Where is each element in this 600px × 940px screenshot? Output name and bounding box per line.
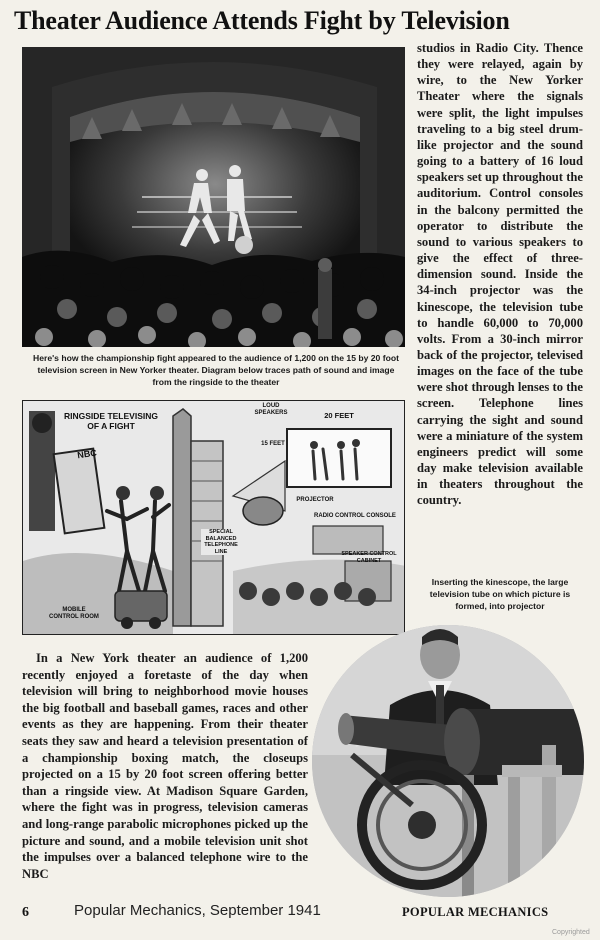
- speaker-control-cabinet-label: SPEAKER CONTROL CABINET: [341, 551, 397, 564]
- twenty-feet-label: 20 FEET: [324, 411, 354, 420]
- page-headline: Theater Audience Attends Fight by Television: [14, 6, 510, 35]
- kinescope-caption: Inserting the kinescope, the large television tube on which picture is formed, into projector: [429, 577, 571, 611]
- ringside-televising-diagram: [22, 400, 405, 635]
- mobile-control-room-label: MOBILE CONTROL ROOM: [49, 607, 99, 620]
- theater-audience-photo: [22, 47, 405, 347]
- radio-control-console-label: RADIO CONTROL CONSOLE: [314, 513, 396, 519]
- theater-photo-illustration: [22, 47, 405, 347]
- projector-label: PROJECTOR: [296, 497, 334, 503]
- article-body-text: In a New York theater an audience of 1,200 recently enjoyed a foretaste of the day when television will bring to neighborhood movie houses the big football and baseball games, races and other events as they are happening. From their theater seats they saw and heard a television presentation of a championship boxing match, the closeups projected on a 15 by 20 foot screen offering better than a ringside view. At Madison Square Garden, where the fight was in progress, television cameras and long-range parabolic microphones picked up the picture and sound, and a mobile television unit shot the impulses over a balanced telephone wire to the NBC: [22, 651, 308, 881]
- telephone-line-label: SPECIAL BALANCED TELEPHONE LINE: [201, 529, 241, 555]
- loud-speakers-label: LOUD SPEAKERS: [254, 403, 288, 416]
- page-number: 6: [22, 905, 29, 920]
- copyright-watermark: Copyrighted: [552, 929, 590, 936]
- source-citation: Popular Mechanics, September 1941: [74, 902, 321, 919]
- nbc-sign: NBC: [76, 447, 98, 461]
- diagram-title: RINGSIDE TELEVISING OF A FIGHT: [64, 411, 158, 431]
- kinescope-photo-illustration: [312, 625, 584, 897]
- right-column-text: studios in Radio City. Thence they were relayed, again by wire, to the New Yorker Theater where the signals were split, the light impulses traveling to a big steel drum-like projector and the sound going to a battery of 16 loud speakers set up throughout the auditorium. Control consoles in the balcony permitted the operator to distribute the sound to various speakers to give the effect of three-dimension sound. Inside the 34-inch projector was the kinescope, the television tube to handle 60,000 to 70,000 volts. From a 30-inch mirror back of the projector, televised images on the face of the tube were shot through lenses to the screen. Telephone lines carrying the sight and sound were a miniature of the system engineers predict will some day make television available in theaters throughout the country.: [417, 41, 583, 508]
- photo-caption: Here's how the championship fight appeared to the audience of 1,200 on the 15 by 20 foot television screen in New Yorker theater. Diagram below traces path of sound and image from the ringside to the theater: [33, 353, 399, 387]
- fifteen-feet-label: 15 FEET: [261, 441, 285, 447]
- magazine-footer-title: POPULAR MECHANICS: [402, 905, 549, 919]
- kinescope-photo: [312, 625, 584, 897]
